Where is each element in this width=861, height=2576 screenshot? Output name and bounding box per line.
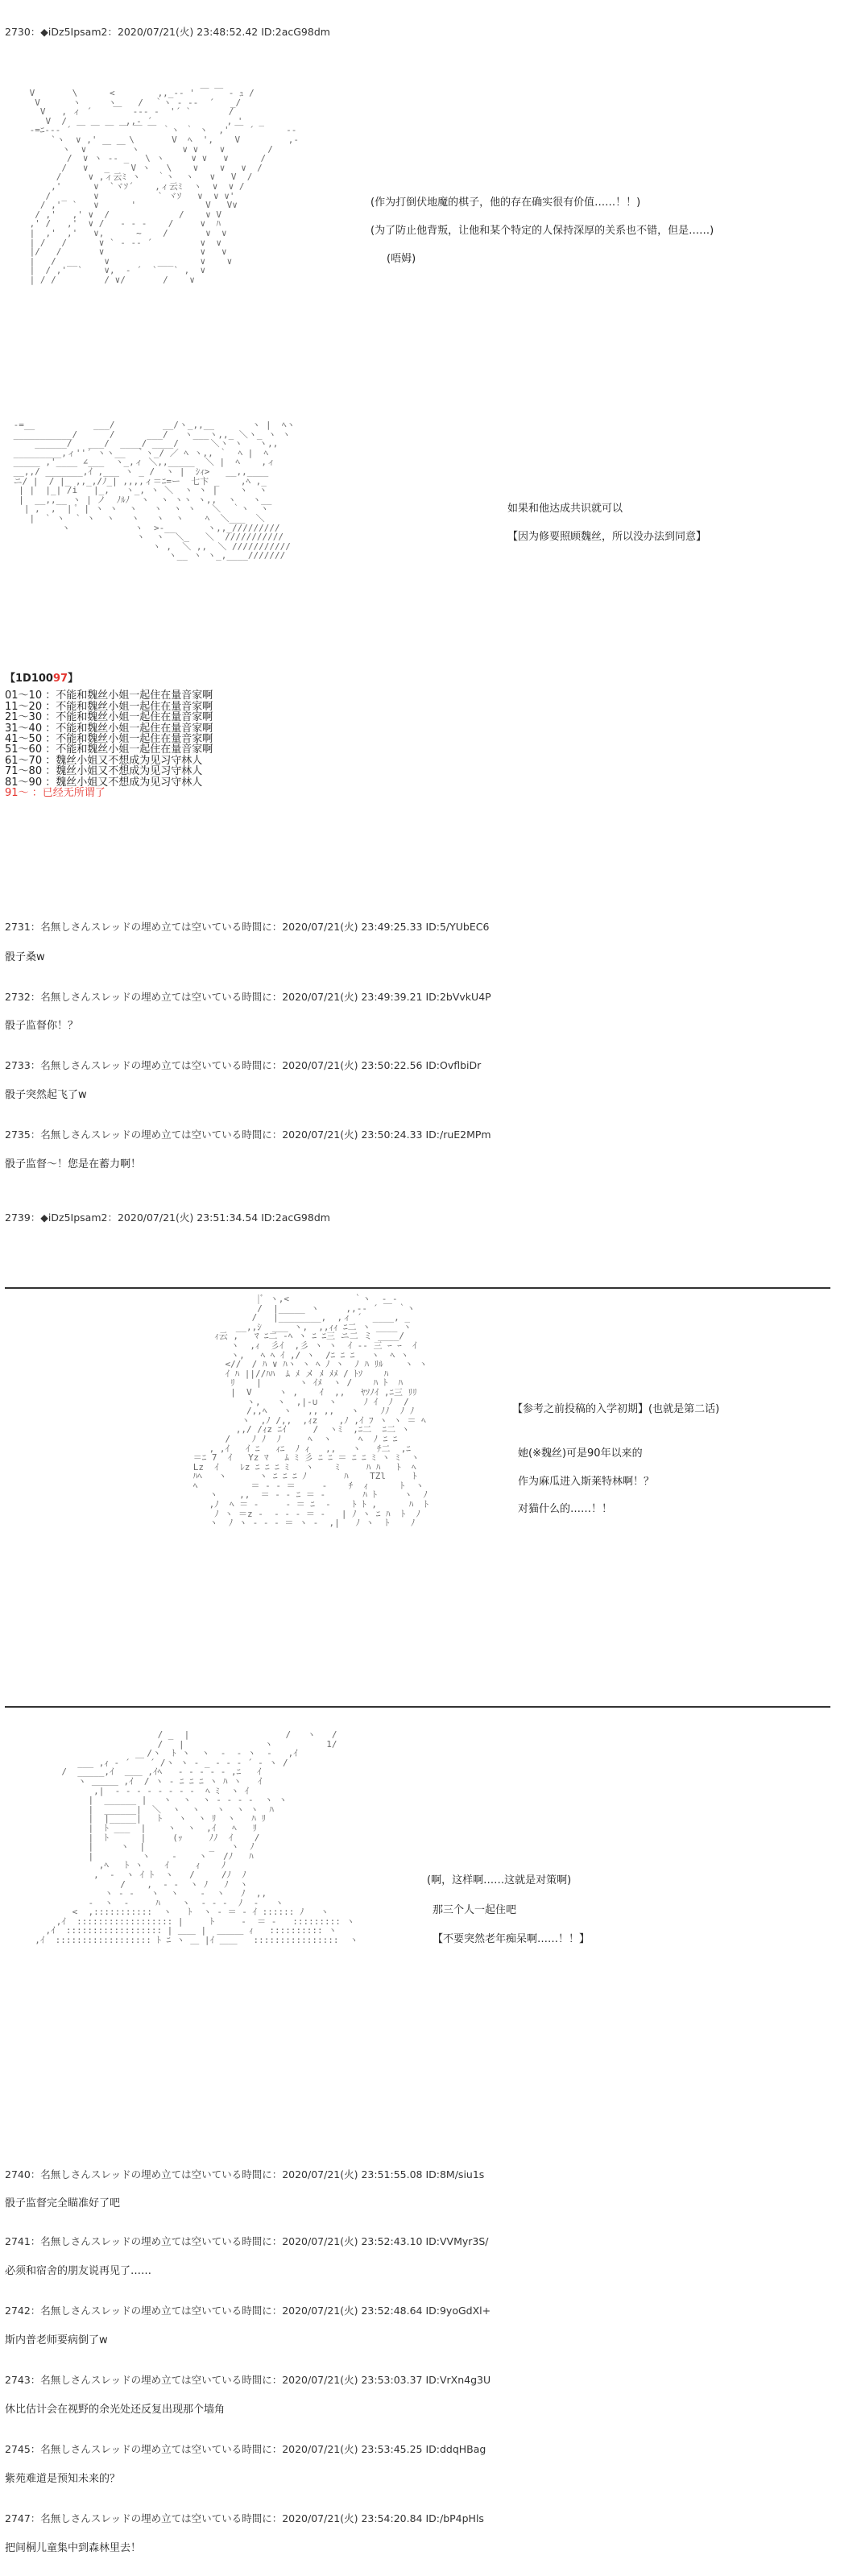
dice-range: 41～50	[5, 733, 43, 746]
post-body: 骰子监督你！？	[5, 1020, 79, 1032]
dice-table-title	[5, 673, 213, 684]
dice-table	[5, 673, 213, 798]
dice-range: 61～70	[5, 754, 43, 767]
post-header: 2739：◆iDz5Ipsam2：2020/07/21(火) 23:51:34.54 ID:2acG98dm	[5, 1211, 330, 1224]
dice-outcome: ：不能和魏丝小姐一起住在量音家啊	[45, 700, 213, 713]
scene1-line-1: (作为打倒伏地魔的棋子，他的存在确实很有价值……！！)	[370, 197, 641, 209]
post-body: 必须和宿舍的朋友说再见了……	[5, 2265, 152, 2277]
dice-range: 21～30	[5, 711, 43, 724]
scene4-line-3: 【不要突然老年痴呆啊……！！】	[433, 1933, 590, 1945]
post-header: 2742：名無しさんスレッドの埋め立ては空いている時間に：2020/07/21(火) 23:52:48.64 ID:9yoGdXl+	[5, 2305, 491, 2317]
dice-row-selected	[5, 788, 213, 798]
post-header: 2745：名無しさんスレッドの埋め立ては空いている時間に：2020/07/21(火) 23:53:45.25 ID:ddqHBag	[5, 2443, 486, 2455]
scene2-line-1: 如果和他达成共识就可以	[507, 503, 623, 515]
dice-outcome: ：不能和魏丝小姐一起住在量音家啊	[45, 711, 213, 724]
dice-outcome: ：不能和魏丝小姐一起住在量音家啊	[45, 722, 213, 735]
dice-outcome: ：已经无所谓了	[31, 787, 106, 800]
post-body: 紫苑难道是预知未来的？	[5, 2473, 121, 2485]
dice-outcome: ：不能和魏丝小姐一起住在量音家啊	[45, 733, 213, 746]
dice-row	[5, 690, 213, 701]
post-body: 骰子监督～！您是在蓄力啊！	[5, 1158, 142, 1170]
post-body: 休比估计会在视野的余光处还反复出现那个墙角	[5, 2404, 226, 2416]
post-header: 2743：名無しさんスレッドの埋め立ては空いている時間に：2020/07/21(火) 23:53:03.37 ID:VrXn4g3U	[5, 2374, 491, 2386]
scene3-line-2: 她(※魏丝)可是90年以来的	[518, 1447, 643, 1460]
dice-row	[5, 777, 213, 788]
scene1-line-3: (唔姆)	[387, 253, 416, 265]
post-header: 2740：名無しさんスレッドの埋め立ては空いている時間に：2020/07/21(火) 23:51:55.08 ID:8M/siu1s	[5, 2168, 485, 2180]
divider	[5, 1287, 830, 1289]
scene2-line-2: 【因为修要照顾魏丝，所以没办法到同意】	[507, 531, 707, 543]
scene4-line-1: (啊，这样啊……这就是对策啊)	[427, 1874, 572, 1886]
scene3-line-3: 作为麻瓜进入斯莱特林啊！？	[518, 1476, 655, 1488]
dice-row	[5, 712, 213, 723]
dice-outcome: ：魏丝小姐又不想成为见习守林人	[45, 776, 203, 789]
scene4-line-2: 那三个人一起住吧	[433, 1904, 517, 1916]
dice-title-pre: 【1D100	[5, 673, 53, 685]
post-body: 骰子桑w	[5, 951, 45, 963]
dice-range: 31～40	[5, 722, 43, 735]
ascii-art-reclining-figure: -=__ ___/ __/ヽ_,,__ ヽ | ﾍヽ ___________/ / ___/ ヽ___ヽ,,_ ＼ヽ_ ヽ ヽ ______/ ___/ ____/ ____/ ＼ヽ ヽ ヽ,, _________,ィ''´ ヽヽ__ ｀ヽ_/ ／ ﾍ ヽ,, ｀ ﾍ | ﾍ _____ ,'____ ∠___ ヽ_,ィ ＼,,_____ ＼ | ﾍ ,ィ __,,/ _______,ｲ ,___ ヽ _ / ヽ | ｼｨ> __,,____ ニ/ | / |_ ,,_,/ﾉ_| ,,,,ィ＝ﾆ=ー 七卞 _ ,ﾍ ,_ | | |_| /i |_, ヽ_, ヽ ＼ ヽ ヽ | ヽ ヽ | __,,__ ヽ | ノ ﾉﾙﾉ ヽ ヽ ヽヽ ヽ,, ヽ ヽ__ | , , | ﾟ | ヽ ヽ ヽ ヽ ヽ ヽ ＼ ｀ヽ ヽ | ` ヽ ` ヽ ヽ ヽ ヽ ヽ ﾍ ＼___ ＼ ヽ ヽ >-__ ヽ,,_///////// ヽ ヽ ＼_ ＼ /////////// ヽ , ＼ ,, ＼ /////////// ヽ__ ヽ ヽ_,____///////	[13, 420, 296, 561]
dice-range: 11～20	[5, 700, 43, 713]
dice-outcome: ：魏丝小姐又不想成为见习守林人	[45, 754, 203, 767]
post-body: 骰子监督完全瞄准好了吧	[5, 2197, 121, 2209]
post-header: 2735：名無しさんスレッドの埋め立ては空いている時間に：2020/07/21(火) 23:50:24.33 ID:/ruE2MPm	[5, 1129, 491, 1141]
ascii-art-wizard: V \ < ,,_-‐ ' ￣ ￣ - ｭ / V ヽ ヽ / ｀ヽ - ‐‐ ´ _/ V , ィ ´ ￣ ‐‐‐ ‐ '´ ` / V / ,,- ´ , ' _ -=ﾆ-‐‐ ´ ￣ ￣ ￣ ￣ ￣ ￣ ｀ヽ ｀ ヽ ,' ￣ ´ ‐- `ヽ ∨ ,' \ V ﾍ ', V ,- ヽ ∨ ￣ ￣ ヽ ∨ ∨ ∨ / / ∨ ヽ ‐- _ \ ヽ ∨ ∨ ∨ / / ∨ _ V ヽ \ ∨ ∨ ∨ / / ∨ ,ィ云ﾐ ヽ ｀ヽ ヽ ∨ V / ,' ∨ `ヾｿ´ ,ィ云ﾐ ヽ ∨ ∨ / / _ ∨ ` ヾｿ ∨ ∨ ∨' / ,' ` ∨ ' V V∨ / ,' ,' ∨ / / ∨ V ,' / ,' ∨ / ‐ ‐ ‐ / ∨ ﾊ | ,' ,' ∨, ~ / ∨ ∨ | / / ∨ ` ‐ -- ´ ∨ ∨ |/ / ∨ ∨ ∨ | / __ ∨ ___ ∨ ∨ | / ,' ` ∨, - ´ ` ` , ∨ | / / / ∨/ / ∨	[29, 88, 300, 285]
scene3-line-4: 对猫什么的……！！	[518, 1503, 613, 1515]
dice-range: 81～90	[5, 776, 43, 789]
dice-range: 71～80	[5, 765, 43, 778]
post-header: 2730：◆iDz5Ipsam2：2020/07/21(火) 23:48:52.42 ID:2acG98dm	[5, 26, 330, 38]
dice-range: 91～	[5, 787, 29, 800]
post-body: 骰子突然起飞了w	[5, 1089, 87, 1101]
dice-outcome: ：不能和魏丝小姐一起住在量音家啊	[45, 743, 213, 756]
post-header: 2733：名無しさんスレッドの埋め立ては空いている時間に：2020/07/21(火) 23:50:22.56 ID:OvflbiDr	[5, 1059, 482, 1071]
dice-outcome: ：魏丝小姐又不想成为见习守林人	[45, 765, 203, 778]
post-body: 把间桐儿童集中到森林里去！	[5, 2542, 142, 2554]
dice-range: 01～10	[5, 690, 43, 702]
dice-row	[5, 766, 213, 777]
dice-roll-value: 97	[52, 673, 68, 685]
scene3-line-1: 【参考之前投稿的入学初期】(也就是第二话)	[512, 1403, 720, 1415]
ascii-art-two-girls: |ﾞ ヽ,< ｀ヽ - ‐ / |_____ ヽ ,,-‐ ´ ￣ ｀ヽ / |________, ,ィ ´ ____, _ __,,ｼ ___ ヽ, ,,ｨｨ ﾆ二 ヽ ____ ヽ ｨ云 , ﾏ ﾆ二 ‐ﾍ ヽ ﾆ ﾆ三 ニ二 ミ ____/ ヽ ,ｨ 彡ｲ ,彡 ヽ ヽ ｲ ‐‐ 三 ｰ ｰ ｲ ヽ, ﾍ ﾍ ｲ ,/ ヽ /ﾆ ﾆ ﾆ ヽ ﾍ ヽ <// / ﾊ ∨ ﾊヽ ヽ ﾍ ﾉ ヽ ﾉ ﾊ ﾘﾙ ヽ ヽ ｲ ﾊ ||//ﾊﾊ ﾑ ﾒ メ ﾒ ﾒﾒ / ﾄｿ ﾊ ﾘ | ヽ ｲﾒ ヽ / ﾊ ﾄ ﾊ | V ヽ , ｲ ,, ﾔｿﾉｲ ,ﾆ三 ﾘﾘ ヽ, ヽ ,|-∪ ヽ ﾉ ｲ ﾉ / /,,ﾍ ヽ ,, ,, ヽ ﾉﾉ ﾉ ﾉ ヽ ,ﾉ /,, ,ｨz ,ﾉ ,ｲ ﾌ ヽ ヽ ＝ ﾍ ,,/ /ｨz ﾆｲ / ヽﾐ ,ﾆ二 ﾆ二 ヽ / ﾉ ﾉ ﾉ ﾍ ヽ ﾍ ﾉ ﾆ ﾆ , ,ｲ ｲ ﾆ ｨﾆ ﾉ ｨ ,, ヽ ﾁ二 ,ﾆ ＝ﾆ 7 ｲ Yz ﾏ ﾑ ﾐ 彡 ﾆ ﾆ ＝ ﾆ ﾆ ﾐ ヽ ﾐ ヽ Lz ｲ ﾚz ﾆ ﾆ ﾆ ﾐ ヽ ﾐ ﾊ ﾊ ﾄ ﾍ ﾊﾍ ヽ ヽ ﾆ ﾆ ﾆ ﾉ ﾊ TZl ﾄ ﾍ ＝ ‐ ‐ ＝ ‐ ﾁ ｨ ﾄ ヽ ヽ ,, ＝ ‐ ‐ ﾆ ＝ ‐ ﾊ ﾄ ヽ ﾉ ,ﾉ ﾍ ＝ ‐ ‐ ＝ ﾆ ‐ ﾄ ﾄ , ﾊ ﾄ ﾉ ヽ ＝z ‐ ‐ ‐ ‐ ＝ ‐ | ﾉ ヽ ﾆ ﾊ ﾄ ﾉ ヽ ﾉ ヽ ‐ ‐ ‐ ＝ ヽ ‐ ,| ﾉ ヽ ﾄ ﾉ	[192, 1294, 429, 1529]
post-header: 2747：名無しさんスレッドの埋め立ては空いている時間に：2020/07/21(火) 23:54:20.84 ID:/bP4pHls	[5, 2512, 484, 2524]
post-header: 2741：名無しさんスレッドの埋め立ては空いている時間に：2020/07/21(火) 23:52:43.10 ID:VVMyr3S/	[5, 2235, 489, 2247]
dice-outcome: ：不能和魏丝小姐一起住在量音家啊	[45, 690, 213, 702]
scene1-line-2: (为了防止他背叛，让他和某个特定的人保持深厚的关系也不错，但是……)	[370, 225, 714, 237]
dice-range: 51～60	[5, 743, 43, 756]
dice-title-post: 】	[68, 673, 79, 685]
ascii-art-hat-witch: / _ | / ヽ / / | ヽ 1/ /ヽ ﾄ ヽ ヽ ‐ ‐ ヽ ‐ ,ｲ ___ ,ｨ ‐ ´ ￣ ´ /ヽ ヽ ‐ _ ‐ - ‐ ´ ‐ ヽ / / _____,ｲ ＿＿ ,ｲﾍ ‐ - ‐ - ‐ ,ﾆ ｲ ヽ ＿＿＿ ,ｲ / ヽ ‐ ﾆ ﾆ ﾆ ヽ ﾊ ヽ ｲ ,| ‐ ‐ ‐ ‐ ‐ ‐ ‐ ‐ ﾍ ﾐ ヽ ｲ | ______ | ヽ ヽ ヽ ‐ ‐ ‐ ‐ ヽ ヽ | ______| ＼ ヽ ヽ ヽ ヽ ヽ ﾊ | |_____| ﾄ ヽ ヽ ﾘ ヽ ﾊ ﾘ | ﾄ ___ | ヽ ヽ ,ｲ ﾍ ﾘ | ﾄ | (ｯ ﾉﾉ ｲ / | ヽ | _ ヽ ﾉ | ヽ ‐ ヽ /ﾉ ﾊ ,ﾍ ﾄ ヽ ｲ ｨ ﾉ , ‐ ヽ ｲ ﾄ ヽ / /ﾉ ﾉ / , ‐ ‐ ヽ ﾉ ﾉ ヽ ヽ ‐ ‐ ヽ ヽ ‐ ヽ ﾉ ,, ‐ ヽ ‐ ﾊ ヽ ‐ ‐ ‐ ﾉ ‐ ヽ < ,::::::::::: ヽ ﾄ ヽ ‐ ＝ ‐ ｲ :::::: ﾉ ヽ ,ｲ :::::::::::::::::: | ﾄ ‐ ＝ ‐ ::::::::: ヽ ,ｲ :::::::::::::::::: | ＿＿ | ＿＿＿ ｨ :::::::::: ヽ ,ｲ :::::::::::::::::: ﾄ ﾆ ヽ ＿ |ｲ ＿＿ :::::::::::::::: ヽ	[35, 1729, 358, 1946]
divider	[5, 1706, 830, 1708]
post-header: 2731：名無しさんスレッドの埋め立ては空いている時間に：2020/07/21(火) 23:49:25.33 ID:5/YUbEC6	[5, 921, 490, 933]
post-header: 2732：名無しさんスレッドの埋め立ては空いている時間に：2020/07/21(火) 23:49:39.21 ID:2bVvkU4P	[5, 991, 491, 1003]
post-body: 斯内普老师要病倒了w	[5, 2334, 108, 2346]
dice-row	[5, 744, 213, 755]
